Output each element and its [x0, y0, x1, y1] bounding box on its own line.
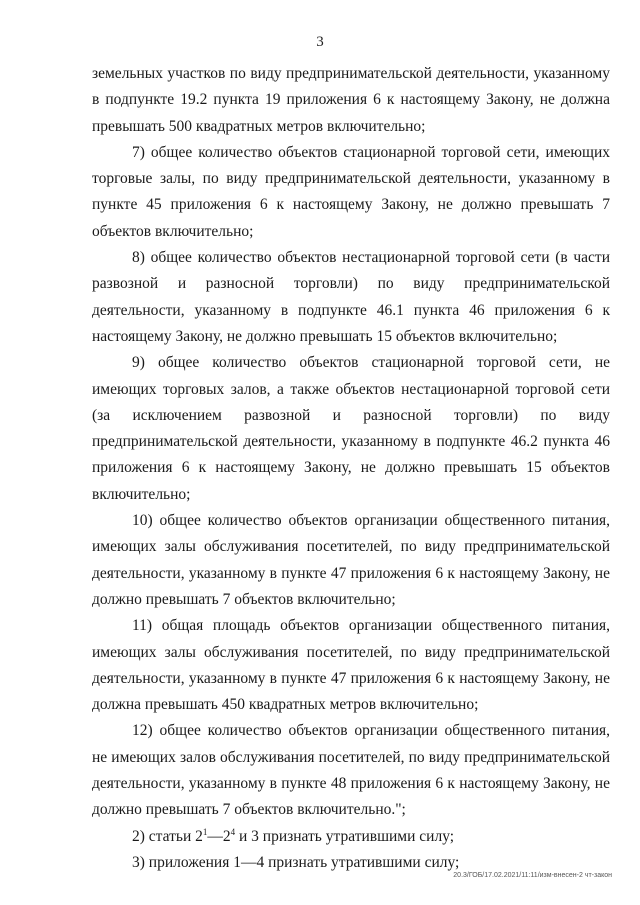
page-number: 3 [316, 34, 324, 50]
repeal-articles-suffix: и 3 признать утратившими силу; [235, 827, 455, 845]
paragraph-item-12: 12) общее количество объектов организации общественного питания, не имеющих залов обслуживания посетителей, по виду предпринимательской деятельности, указанному в пункте 48 приложения 6 к настоящему Закону, не должно превышать 7 объектов включительно."; [92, 722, 610, 819]
paragraph-continuation: земельных участков по виду предпринимательской деятельности, указанному в подпункте 19.2 пункта 19 приложения 6 к настоящему Закону, не должна превышать 500 квадратных метров включительно; [92, 65, 610, 135]
paragraph-item-10: 10) общее количество объектов организации общественного питания, имеющих залы обслуживания посетителей, по виду предпринимательской деятельности, указанному в пункте 47 приложения 6 к настоящему Закону, не должно превышать 7 объектов включительно; [92, 512, 610, 608]
paragraph-item-9: 9) общее количество объектов стационарной торговой сети, не имеющих торговых залов, а также объектов нестационарной торговой сети (за исключением развозной и разносной торговли) по виду предпринимательской деятельности, указанному в подпункте 46.2 пункта 46 приложения 6 к настоящему Закону, не должно превышать 15 объектов включительно; [92, 354, 610, 503]
document-body [92, 61, 610, 876]
document-footer-code: 20.3/ГОБ/17.02.2021/11:11/изм-внесен-2 чт-закон [453, 872, 612, 879]
paragraph-item-7: 7) общее количество объектов стационарной торговой сети, имеющих торговые залы, по виду предпринимательской деятельности, указанному в пункте 45 приложения 6 к настоящему Закону, не должно превышать 7 объектов включительно; [92, 143, 610, 240]
repeal-articles-prefix: 2) статьи 2 [132, 827, 203, 845]
repeal-articles-dash: —2 [207, 827, 231, 845]
paragraph-repeal-appendices: 3) приложения 1—4 признать утратившими силу; [132, 853, 460, 871]
paragraph-repeal-articles [92, 824, 610, 850]
superscript-4: 4 [230, 826, 236, 837]
paragraph-item-11: 11) общая площадь объектов организации общественного питания, имеющих залы обслуживания посетителей, по виду предпринимательской деятельности, указанному в пункте 47 приложения 6 к настоящему Закону, не должна превышать 450 квадратных метров включительно; [92, 617, 610, 714]
paragraph-item-8: 8) общее количество объектов нестационарной торговой сети (в части развозной и разносной торговли) по виду предпринимательской деятельности, указанному в подпункте 46.1 пункта 46 приложения 6 к настоящему Закону, не должно превышать 15 объектов включительно; [92, 249, 610, 345]
superscript-1: 1 [202, 826, 208, 837]
